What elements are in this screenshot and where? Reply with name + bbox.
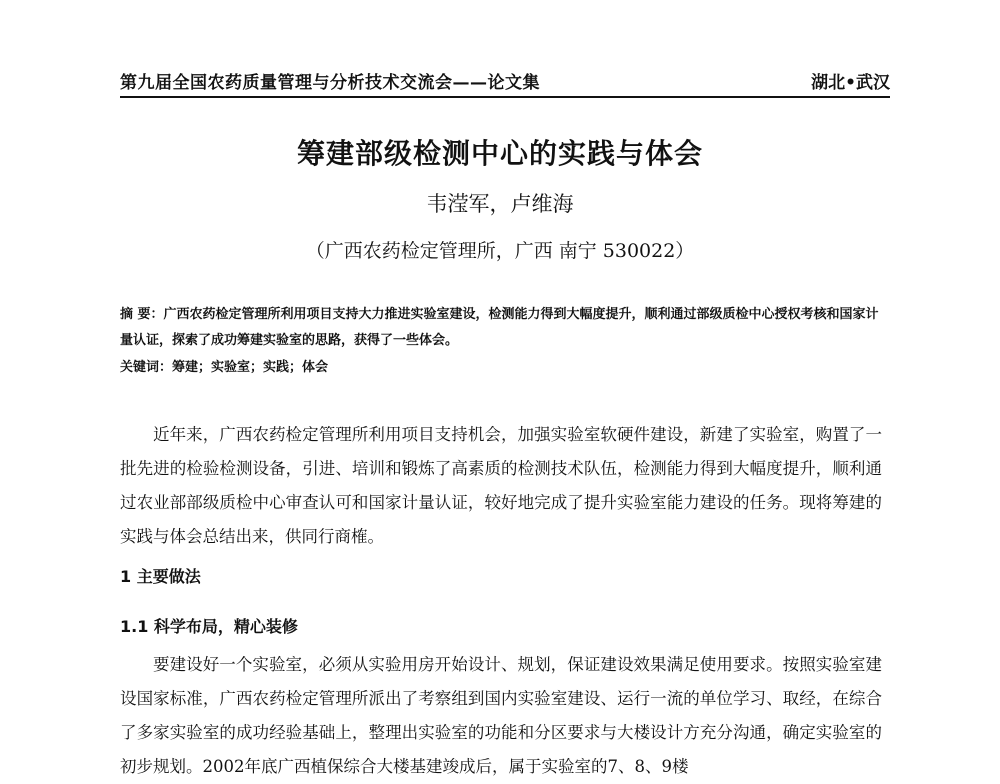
running-header [120,62,890,98]
abstract-label: 摘 要： [120,307,164,322]
keywords [120,355,885,381]
abstract [120,302,885,354]
paper-authors: 韦滢军，卢维海 [426,192,574,216]
paper-title: 筹建部级检测中心的实践与体会 [296,137,703,170]
section-heading-1-1: 1.1 科学布局，精心装修 [120,617,298,636]
intro-paragraph: 近年来，广西农药检定管理所利用项目支持机会，加强实验室软硬件建设，新建了实验室，购置了一批先进的检验检测设备，引进、培训和锻炼了高素质的检测技术队伍，检测能力得到大幅度提升，顺利通过农业部部级质检中心审查认可和国家计量认证，较好地完成了提升实验室能力建设的任务。现将筹建的实践与体会总结出来，供同行商榷。 [120,425,882,546]
keywords-text: 筹建；实验室；实践；体会 [172,360,329,375]
section-1-1-paragraph: 要建设好一个实验室，必须从实验用房开始设计、规划，保证建设效果满足使用要求。按照实验室建设国家标准，广西农药检定管理所派出了考察组到国内实验室建设、运行一流的单位学习、取经，在综合了多家实验室的成功经验基础上，整理出实验室的功能和分区要求与大楼设计方充分沟通，确定实验室的初步规划。2002年底广西植保综合大楼基建竣成后，属于实验室的7、8、9楼 [120,655,882,776]
abstract-text: 广西农药检定管理所利用项目支持大力推进实验室建设，检测能力得到大幅度提升，顺利通过部级质检中心授权考核和国家计量认证，探索了成功筹建实验室的思路，获得了一些体会。 [120,307,879,348]
section-heading-1: 1 主要做法 [120,567,201,586]
paper-affiliation: （广西农药检定管理所，广西 南宁 530022） [305,240,695,262]
keywords-label: 关键词： [120,360,173,375]
conference-title: 第九届全国农药质量管理与分析技术交流会——论文集 [120,73,540,93]
conference-location: 湖北•武汉 [811,73,890,93]
